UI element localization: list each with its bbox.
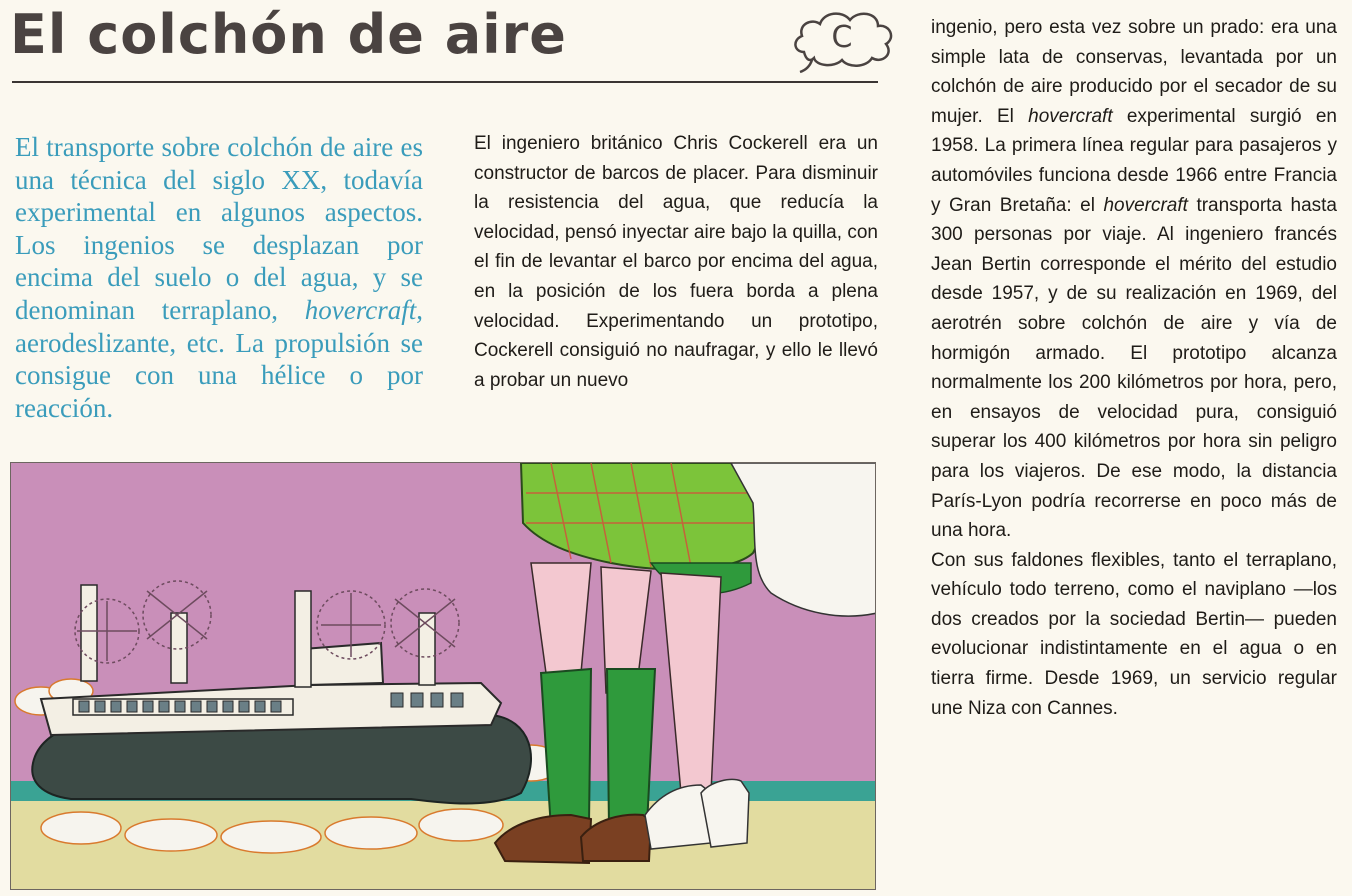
column2-paragraph: El ingeniero británico Chris Cockerell era un constructor de barcos de placer. Para disminuir la resistencia del agua, que reducía la velocidad, pensó inyectar aire bajo la quilla, con el fin de levantar el barco por encima del agua, en la posición de los fuera borda a plena velocidad. Experimentando un prototipo, Cockerell consiguió no naufragar, y ello le llevó a probar un nuevo <box>474 133 878 391</box>
page-title: El colchón de aire <box>10 3 567 66</box>
column3-text-a: ingenio, pero esta vez sobre un prado: era una simple lata de conservas, levantada por un colchón de aire producido por el secador de su mujer. El <box>931 17 1337 127</box>
body-column-3 <box>931 13 1337 723</box>
intro-text-a: El transporte sobre colchón de aire es una técnica del siglo XX, todavía experimental en algunos aspectos. Los ingenios se desplazan por encima del suelo o del agua, y se denominan terraplano, <box>15 132 423 325</box>
green-boot-right <box>607 669 655 827</box>
intro-text-b: , aerodeslizante, etc. La propulsión se consigue con una hélice o por reacción. <box>15 294 423 423</box>
column3-italic-2: hovercraft <box>1103 194 1188 216</box>
hovercraft-illustration <box>10 462 876 890</box>
column3-text-c: transporta hasta 300 personas por viaje. Al ingeniero francés Jean Bertin corresponde el mérito del estudio desde 1957, y de su realización en 1969, del aerotrén sobre colchón de aire y vía de hormigón armado. El prototipo alcanza normalmente los 200 kilómetros por hora, pero, en ensayos de velocidad pura, consiguió superar los 400 kilómetros por hora sin peligro para los viajeros. De ese modo, la distancia París-Lyon podría recorrerse en poco más de una hora. <box>931 194 1337 542</box>
column3-text-b: experimental surgió en 1958. La primera línea regular para pasajeros y automóviles funciona desde 1966 entre Francia y Gran Bretaña: el <box>931 105 1337 216</box>
cloud-badge-icon <box>790 8 900 80</box>
body-column-2 <box>474 129 878 395</box>
column3-paragraph-1 <box>931 13 1337 546</box>
column3-paragraph-2: Con sus faldones flexibles, tanto el terraplano, vehículo todo terreno, como el naviplano —los dos creados por la sociedad Bertin— pueden evolucionar indistintamente en el agua o en tierra firme. Desde 1969, un servicio regular une Niza con Cannes. <box>931 549 1337 719</box>
green-boot-left <box>541 669 591 829</box>
intro-paragraph <box>15 131 423 424</box>
intro-italic: hovercraft <box>304 294 417 325</box>
hovercraft-bridge <box>303 643 383 685</box>
illustration-canvas <box>11 463 876 890</box>
column3-italic-1: hovercraft <box>1028 105 1113 127</box>
badge-letter: C <box>831 20 853 55</box>
title-rule <box>12 81 878 83</box>
